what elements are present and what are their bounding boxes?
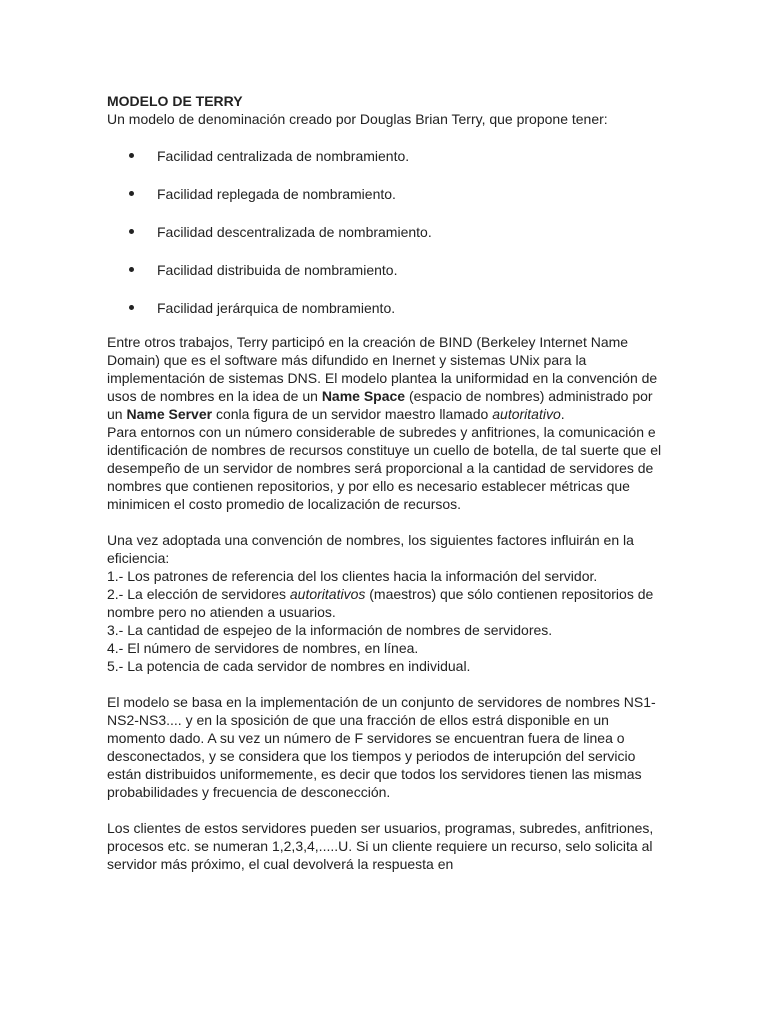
factor-item-1: 1.- Los patrones de referencia del los clientes hacia la información del servidor. — [107, 568, 598, 584]
paragraph-model: El modelo se basa en la implementación de un conjunto de servidores de nombres NS1-NS2-NS3.... y en la sposición de que una fracción de ellos estrá disponible en un momento dado. A su vez un número de F servidores se encuentran fuera de linea o desconectados, y se considera que los tiempos y periodos de interupción del servicio están distribuidos uniformemente, es decir que todos los servidores tienen las mismas probabilidades y frecuencia de desconección. — [107, 694, 656, 800]
factor-item-5: 5.- La potencia de cada servidor de nombres en individual. — [107, 658, 471, 674]
bullet-icon — [129, 229, 134, 234]
autoritativo-term: autoritativo — [492, 406, 561, 422]
factor-item-3: 3.- La cantidad de espejeo de la información de nombres de servidores. — [107, 622, 553, 638]
factor-item-2: 2.- La elección de servidores autoritativos (maestros) que sólo contienen repositorios de nombre pero no atienden a usuarios. — [107, 586, 654, 620]
intro-paragraph: Un modelo de denominación creado por Douglas Brian Terry, que propone tener: — [107, 111, 608, 127]
factors-lead: Una vez adoptada una convención de nombres, los siguientes factores influirán en la eficiencia: — [107, 532, 634, 566]
name-space-term: Name Space — [321, 388, 406, 404]
name-server-term: Name Server — [126, 406, 213, 422]
list-item: Facilidad centralizada de nombramiento. — [107, 137, 667, 175]
list-item: Facilidad replegada de nombramiento. — [107, 175, 667, 213]
bullet-icon — [129, 305, 134, 310]
factor-item-4: 4.- El número de servidores de nombres, en línea. — [107, 640, 419, 656]
bullet-icon — [129, 153, 134, 158]
list-item: Facilidad distribuida de nombramiento. — [107, 251, 667, 289]
document-page — [107, 92, 667, 873]
list-item: Facilidad descentralizada de nombramiento. — [107, 213, 667, 251]
paragraph-bind: Entre otros trabajos, Terry participó en la creación de BIND (Berkeley Internet Name Domain) que es el software más difundido en Inernet y sistemas UNix para la implementación de sistemas DNS. El modelo plantea la uniformidad en la convención de usos de nombres en la idea de un Name Space (espacio de nombres) administrado por un Name Server conla figura de un servidor maestro llamado autoritativo. — [107, 334, 658, 422]
paragraph-clients: Los clientes de estos servidores pueden ser usuarios, programas, subredes, anfitriones, procesos etc. se numeran 1,2,3,4,.....U. Si un cliente requiere un recurso, selo solicita al servidor más próximo, el cual devolverá la respuesta en — [107, 820, 654, 872]
bullet-icon — [129, 267, 134, 272]
facility-list — [107, 137, 667, 327]
document-title: MODELO DE TERRY — [107, 93, 243, 109]
paragraph-bottleneck: Para entornos con un número considerable de subredes y anfitriones, la comunicación e identificación de nombres de recursos constituye un cuello de botella, de tal suerte que el desempeño de un servidor de nombres será proporcional a la cantidad de servidores de nombres que contienen repositorios, y por ello es necesario establecer métricas que minimicen el costo promedio de localización de recursos. — [107, 424, 662, 512]
bullet-icon — [129, 191, 134, 196]
list-item: Facilidad jerárquica de nombramiento. — [107, 289, 667, 327]
